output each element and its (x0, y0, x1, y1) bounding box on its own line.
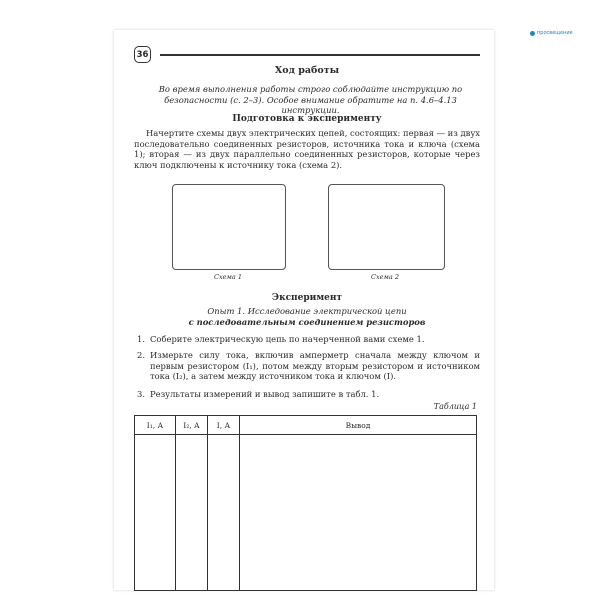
header-i: I, А (208, 416, 240, 435)
experiment-heading: Эксперимент (271, 293, 343, 303)
table-header-row (135, 416, 477, 435)
results-table (134, 415, 477, 591)
step-1-number: 1. (137, 334, 145, 344)
publisher-logo (530, 30, 573, 36)
prep-heading: Подготовка к эксперименту (232, 114, 382, 124)
cell-i (208, 435, 240, 591)
header-i1: I₁, А (135, 416, 176, 435)
cell-conclusion (240, 435, 477, 591)
step-2-number: 2. (137, 350, 145, 360)
table-caption: Таблица 1 (433, 402, 477, 411)
step-1-text: Соберите электрическую цепь по начерченной вами схеме 1. (150, 334, 425, 344)
prep-text: Начертите схемы двух электрических цепей, состоящих: первая — из двух последовательно соединенных резисторов, источника тока и ключа (схема 1); вторая — из двух параллельно соединенных резисторов, которые через ключ подключены к источнику тока (схема 2). (134, 128, 480, 170)
scheme-1-box (172, 184, 286, 270)
safety-note: Во время выполнения работы строго соблюдайте инструкцию по безопасности (с. 2–3). Особое внимание обратите на п. 4.6–4.13 инструкции. (158, 84, 463, 115)
cell-i1 (135, 435, 176, 591)
header-rule (160, 54, 480, 56)
publisher-logo-text: просвещение (537, 30, 573, 36)
step-2 (134, 350, 480, 384)
header-i2: I₂, А (176, 416, 208, 435)
step-2-text: Измерьте силу тока, включив амперметр сначала между ключом и первым резистором (I₁), потом между вторым резистором и источником тока (I₂), а затем между источником тока и ключом (I). (150, 350, 480, 381)
scheme-2-caption: Схема 2 (371, 273, 399, 281)
experiment-subtitle-1: Опыт 1. Исследование электрической цепи (207, 306, 407, 316)
publisher-logo-icon (530, 31, 535, 36)
page-number: 36 (134, 46, 151, 63)
step-3 (134, 389, 480, 401)
experiment-subtitle-2: с последовательным соединением резисторов (188, 317, 426, 327)
table-row (135, 435, 477, 591)
scheme-2-box (328, 184, 445, 270)
step-3-text: Результаты измерений и вывод запишите в табл. 1. (150, 389, 380, 399)
section-heading: Ход работы (274, 65, 340, 76)
cell-i2 (176, 435, 208, 591)
scheme-1-caption: Схема 1 (214, 273, 242, 281)
header-conclusion: Вывод (240, 416, 477, 435)
step-3-number: 3. (137, 389, 145, 399)
step-1 (134, 334, 480, 346)
